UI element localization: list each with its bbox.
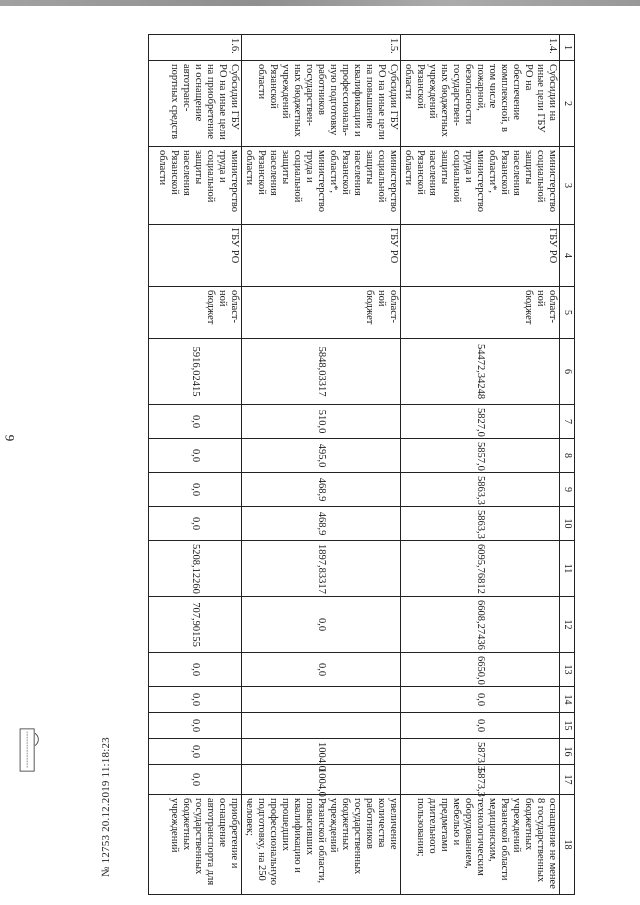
row-recipient: ГБУ РО [242,225,401,287]
header-cell: 12 [560,597,575,653]
row-value: 5827,0 [401,405,560,439]
header-cell: 15 [560,713,575,739]
row-result: увеличение количества работников государственных бюджетных учреждений Рязанской области, повысивших квалификацию и прошедших профессиональную подготовку, на 250 человек; [242,795,401,895]
row-value: 5208,12260 [149,541,242,597]
row-source: област-ной бюджет [401,287,560,339]
row-value: 5873,3 [401,765,560,795]
row-value: 0,0 [149,765,242,795]
header-cell: 5 [560,287,575,339]
row-source: област-ной бюджет [242,287,401,339]
row-value: 0,0 [401,687,560,713]
row-value: 6650,0 [401,653,560,687]
row-name: Субсидии ГБУ РО на иные цели на приобретение и оснащение автотранс-портных средств [149,61,242,147]
row-value: 0,0 [149,713,242,739]
row-value: 1897,83317 [242,541,401,597]
row-executor: министерство труда и социальной защиты населения Рязанской области [149,147,242,225]
row-value: 5863,3 [401,473,560,507]
row-value: 0,0 [149,653,242,687]
row-total: 5848,03317 [242,339,401,405]
row-value: 0,0 [149,405,242,439]
registration-number: № 12753 20.12.2019 11:18:23 [100,737,112,877]
row-result: приобретение и оснащение автотранспорта для государственных бюджетных учреждений [149,795,242,895]
header-cell: 14 [560,687,575,713]
row-value: 1004,0 [242,765,401,795]
row-executor: министерство социальной защиты населения Рязанской области*, министерство труда и социальной защиты населения Рязанской области [401,147,560,225]
row-value: 6608,27436 [401,597,560,653]
row-name: Субсидии ГБУ РО на иные цели на повышение квалификации и профессиональ-ную подготовку работников государствен-ных бюджетных учреждений Рязанской области [242,61,401,147]
header-cell: 6 [560,339,575,405]
table-header-row [560,35,575,895]
header-cell: 8 [560,439,575,473]
header-cell: 11 [560,541,575,597]
row-value: 510,0 [242,405,401,439]
document-seal-stamp [6,720,50,780]
row-value: 5863,3 [401,507,560,541]
header-cell: 18 [560,795,575,895]
table-row [401,35,560,895]
row-recipient: ГБУ РО [149,225,242,287]
row-value: 0,0 [149,739,242,765]
row-value: 707,90155 [149,597,242,653]
row-total: 5916,02415 [149,339,242,405]
header-cell: 9 [560,473,575,507]
row-value: 5857,0 [401,439,560,473]
rotated-table-container [55,34,575,894]
header-cell: 17 [560,765,575,795]
header-cell: 10 [560,507,575,541]
row-value: 0,0 [149,687,242,713]
row-value: 0,0 [242,597,401,653]
header-cell: 2 [560,61,575,147]
row-value [242,687,401,713]
table-row [149,35,242,895]
header-cell: 1 [560,35,575,61]
row-value: 0,0 [242,653,401,687]
row-value: 5873,3 [401,739,560,765]
row-value: 0,0 [149,439,242,473]
row-executor: министерство социальной защиты населения Рязанской области*, министерство труда и социальной защиты населения Рязанской области [242,147,401,225]
row-value: 468,9 [242,473,401,507]
row-value: 1004,0 [242,739,401,765]
row-id: 1.6. [149,35,242,61]
header-cell: 16 [560,739,575,765]
row-value: 6095,76812 [401,541,560,597]
row-value: 495,0 [242,439,401,473]
row-source: област-ной бюджет [149,287,242,339]
row-value: 0,0 [149,473,242,507]
row-value [242,713,401,739]
header-cell: 4 [560,225,575,287]
row-total: 54472,34248 [401,339,560,405]
header-cell: 13 [560,653,575,687]
row-id: 1.4. [401,35,560,61]
table-row [242,35,401,895]
program-table [148,34,575,895]
seal-stamp-icon [15,728,41,772]
page-number: 9 [2,434,18,442]
header-cell: 7 [560,405,575,439]
row-result: оснащение не менее 8 государственных бюджетных учреждений Рязанской области медицинским, технологическим оборудованием, мебелью и предметами длительного пользования; [401,795,560,895]
row-name: Субсидии на иные цели ГБУ РО на обеспечение комплексной, в том числе пожарной, безопасности государствен-ных бюджетных учреждений Рязанской области [401,61,560,147]
row-value: 468,9 [242,507,401,541]
row-value: 0,0 [401,713,560,739]
row-value: 0,0 [149,507,242,541]
header-cell: 3 [560,147,575,225]
row-recipient: ГБУ РО [401,225,560,287]
scan-top-edge [0,0,640,6]
row-id: 1.5. [242,35,401,61]
